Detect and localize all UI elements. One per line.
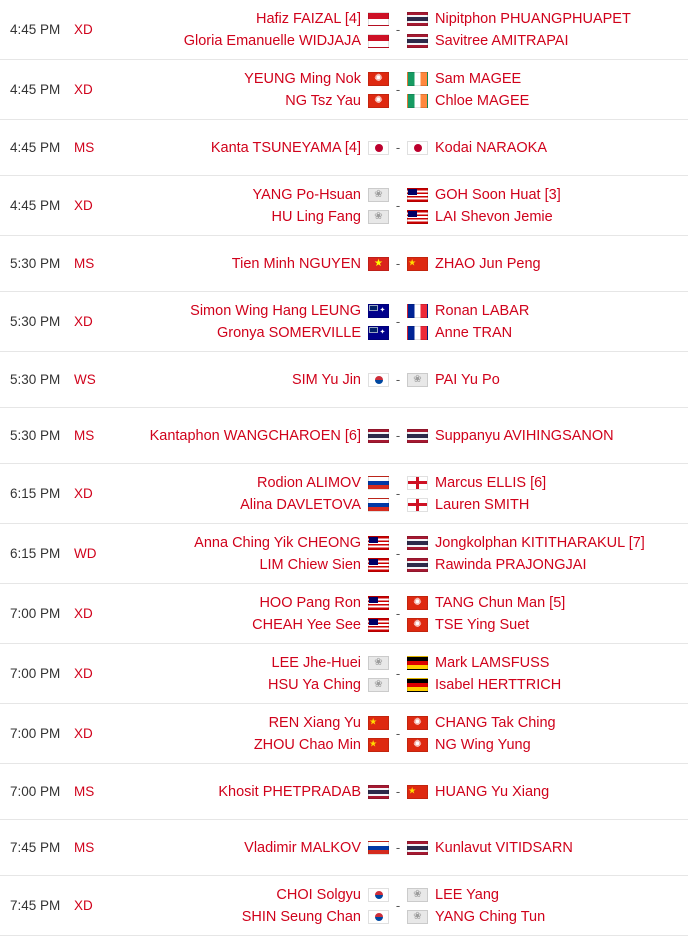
player-entry (276, 886, 389, 904)
flag-icon (407, 498, 428, 512)
flag-icon (368, 738, 389, 752)
player-name[interactable]: NG Tsz Yau (285, 92, 361, 109)
match-time: 5:30 PM (10, 372, 61, 387)
match-row[interactable] (0, 704, 688, 764)
team-left (108, 714, 389, 754)
flag-icon (368, 596, 389, 610)
player-name[interactable]: YANG Ching Tun (435, 908, 546, 925)
match-discipline: MS (74, 428, 95, 443)
player-name[interactable]: Alina DAVLETOVA (240, 496, 361, 513)
player-name[interactable]: HSU Ya Ching (268, 676, 361, 693)
flag-icon (407, 34, 428, 48)
match-row[interactable] (0, 464, 688, 524)
flag-icon (368, 94, 389, 108)
versus-separator: - (395, 372, 401, 387)
player-entry (407, 474, 546, 492)
match-discipline: MS (74, 840, 95, 855)
match-discipline: XD (74, 82, 93, 97)
match-row[interactable] (0, 176, 688, 236)
flag-icon (368, 326, 389, 340)
flag-icon (368, 141, 389, 155)
player-name[interactable]: Hafiz FAIZAL [4] (255, 10, 361, 27)
match-time: 6:15 PM (10, 546, 61, 561)
player-name[interactable]: YANG Po-Hsuan (252, 186, 361, 203)
match-time: 4:45 PM (10, 22, 61, 37)
player-entry (407, 92, 529, 110)
player-name[interactable]: TANG Chun Man [5] (435, 594, 566, 611)
team-left (108, 302, 389, 342)
flag-icon (407, 841, 428, 855)
player-name[interactable]: Khosit PHETPRADAB (218, 783, 361, 800)
flag-icon (368, 373, 389, 387)
flag-icon (368, 72, 389, 86)
match-row[interactable] (0, 408, 688, 464)
match-discipline: MS (74, 256, 95, 271)
flag-icon (407, 888, 428, 902)
flag-icon (368, 12, 389, 26)
versus-separator: - (395, 486, 401, 501)
versus-separator: - (395, 546, 401, 561)
player-entry (254, 736, 389, 754)
player-entry (407, 302, 529, 320)
player-entry (407, 783, 549, 801)
team-right (407, 10, 688, 50)
player-name[interactable]: NG Wing Yung (435, 736, 531, 753)
player-entry (407, 908, 545, 926)
match-row[interactable] (0, 0, 688, 60)
team-right (407, 839, 688, 857)
match-discipline: MS (74, 784, 95, 799)
match-time: 4:45 PM (10, 140, 61, 155)
player-entry (285, 92, 389, 110)
player-entry (407, 208, 553, 226)
player-entry (244, 839, 389, 857)
player-entry (407, 594, 565, 612)
player-name[interactable]: Anna Ching Yik CHEONG (194, 534, 361, 551)
team-right (407, 654, 688, 694)
match-discipline: XD (74, 22, 93, 37)
player-entry (407, 556, 587, 574)
player-entry (407, 534, 645, 552)
team-left (108, 427, 389, 445)
match-row[interactable] (0, 764, 688, 820)
team-right (407, 302, 688, 342)
player-name[interactable]: Rodion ALIMOV (257, 474, 361, 491)
flag-icon (368, 618, 389, 632)
flag-icon (368, 716, 389, 730)
player-entry (272, 654, 389, 672)
match-discipline: XD (74, 198, 93, 213)
player-name[interactable]: HOO Pang Ron (259, 594, 361, 611)
player-name[interactable]: Tien Minh NGUYEN (231, 255, 361, 272)
player-name[interactable]: ZHAO Jun Peng (435, 255, 541, 272)
player-entry (259, 556, 389, 574)
match-time: 7:00 PM (10, 606, 61, 621)
player-entry (407, 139, 547, 157)
flag-icon (368, 656, 389, 670)
flag-icon (368, 785, 389, 799)
player-entry (194, 534, 389, 552)
player-name[interactable]: HU Ling Fang (271, 208, 361, 225)
player-name[interactable]: YEUNG Ming Nok (244, 70, 361, 87)
player-entry (252, 186, 389, 204)
match-row[interactable] (0, 236, 688, 292)
match-row[interactable] (0, 292, 688, 352)
versus-separator: - (395, 784, 401, 799)
match-discipline: XD (74, 726, 93, 741)
player-name[interactable]: REN Xiang Yu (268, 714, 361, 731)
team-left (108, 534, 389, 574)
player-name[interactable]: Nipitphon PHUANGPHUAPET (435, 10, 631, 27)
flag-icon (407, 304, 428, 318)
flag-icon (407, 536, 428, 550)
team-right (407, 427, 688, 445)
flag-icon (407, 678, 428, 692)
player-name[interactable]: LEE Jhe-Huei (271, 654, 361, 671)
team-left (108, 70, 389, 110)
flag-icon (368, 476, 389, 490)
team-right (407, 70, 688, 110)
player-name[interactable]: GOH Soon Huat [3] (435, 186, 561, 203)
match-time: 7:45 PM (10, 840, 61, 855)
team-left (108, 255, 389, 273)
player-entry (257, 474, 389, 492)
flag-icon (368, 257, 389, 271)
match-row[interactable] (0, 820, 688, 876)
versus-separator: - (395, 198, 401, 213)
player-entry (407, 324, 512, 342)
match-row[interactable] (0, 584, 688, 644)
player-entry (190, 302, 389, 320)
player-name[interactable]: ZHOU Chao Min (253, 736, 361, 753)
player-name[interactable]: LIM Chiew Sien (259, 556, 361, 573)
match-time: 4:45 PM (10, 82, 61, 97)
player-name[interactable]: LEE Yang (435, 886, 499, 903)
flag-icon (407, 210, 428, 224)
player-name[interactable]: Chloe MAGEE (435, 92, 530, 109)
player-entry (407, 371, 500, 389)
flag-icon (368, 210, 389, 224)
match-time: 5:30 PM (10, 428, 61, 443)
player-name[interactable]: LAI Shevon Jemie (435, 208, 553, 225)
flag-icon (368, 888, 389, 902)
player-name[interactable]: Gloria Emanuelle WIDJAJA (183, 32, 361, 49)
player-name[interactable]: HUANG Yu Xiang (435, 783, 550, 800)
team-right (407, 594, 688, 634)
match-discipline: WS (74, 372, 96, 387)
player-name[interactable]: Sam MAGEE (435, 70, 522, 87)
player-entry (407, 714, 556, 732)
player-entry (150, 427, 389, 445)
player-entry (407, 496, 529, 514)
player-name[interactable]: Anne TRAN (435, 324, 513, 341)
player-entry (240, 496, 389, 514)
player-entry (407, 654, 549, 672)
flag-icon (407, 326, 428, 340)
player-entry (218, 783, 389, 801)
player-name[interactable]: Kantaphon WANGCHAROEN [6] (149, 427, 361, 444)
player-name[interactable]: Simon Wing Hang LEUNG (190, 302, 361, 319)
player-entry (407, 616, 529, 634)
player-entry (407, 676, 561, 694)
player-name[interactable]: Ronan LABAR (435, 302, 530, 319)
flag-icon (407, 141, 428, 155)
versus-separator: - (395, 82, 401, 97)
flag-icon (368, 536, 389, 550)
player-entry (407, 839, 573, 857)
match-discipline: MS (74, 140, 95, 155)
flag-icon (407, 656, 428, 670)
match-discipline: XD (74, 898, 93, 913)
flag-icon (368, 34, 389, 48)
team-left (108, 886, 389, 926)
player-name[interactable]: TSE Ying Suet (435, 616, 530, 633)
player-name[interactable]: Suppanyu AVIHINGSANON (435, 427, 614, 444)
player-name[interactable]: Gronya SOMERVILLE (217, 324, 361, 341)
flag-icon (407, 738, 428, 752)
team-right (407, 474, 688, 514)
flag-icon (407, 476, 428, 490)
versus-separator: - (395, 256, 401, 271)
match-row[interactable] (0, 524, 688, 584)
match-time: 7:00 PM (10, 666, 61, 681)
match-row[interactable] (0, 644, 688, 704)
player-entry (232, 255, 389, 273)
versus-separator: - (395, 840, 401, 855)
player-name[interactable]: Mark LAMSFUSS (435, 654, 550, 671)
flag-icon (407, 72, 428, 86)
flag-icon (407, 596, 428, 610)
team-right (407, 714, 688, 754)
team-left (108, 474, 389, 514)
player-entry (407, 255, 541, 273)
flag-icon (368, 678, 389, 692)
team-right (407, 783, 688, 801)
match-row[interactable] (0, 120, 688, 176)
player-name[interactable]: Kanta TSUNEYAMA [4] (210, 139, 361, 156)
match-time: 7:00 PM (10, 784, 61, 799)
team-right (407, 886, 688, 926)
flag-icon (407, 558, 428, 572)
match-row[interactable] (0, 876, 688, 936)
team-right (407, 534, 688, 574)
team-left (108, 186, 389, 226)
match-time: 6:15 PM (10, 486, 61, 501)
match-discipline: WD (74, 546, 97, 561)
team-right (407, 186, 688, 226)
flag-icon (407, 429, 428, 443)
player-name[interactable]: Isabel HERTTRICH (435, 676, 562, 693)
match-discipline: XD (74, 666, 93, 681)
player-entry (256, 10, 389, 28)
match-discipline: XD (74, 606, 93, 621)
match-time: 5:30 PM (10, 256, 61, 271)
player-name[interactable]: Lauren SMITH (435, 496, 530, 513)
player-entry (252, 616, 389, 634)
versus-separator: - (395, 140, 401, 155)
player-entry (272, 208, 389, 226)
player-name[interactable]: Savitree AMITRAPAI (435, 32, 569, 49)
flag-icon (407, 618, 428, 632)
team-left (108, 139, 389, 157)
match-row[interactable] (0, 60, 688, 120)
team-right (407, 255, 688, 273)
versus-separator: - (395, 606, 401, 621)
player-entry (292, 371, 389, 389)
match-time: 5:30 PM (10, 314, 61, 329)
flag-icon (368, 188, 389, 202)
player-name[interactable]: SIM Yu Jin (291, 371, 361, 388)
flag-icon (407, 12, 428, 26)
player-entry (259, 594, 389, 612)
player-entry (269, 714, 389, 732)
match-time: 4:45 PM (10, 198, 61, 213)
player-name[interactable]: SHIN Seung Chan (241, 908, 361, 925)
player-entry (211, 139, 389, 157)
flag-icon (368, 498, 389, 512)
match-row[interactable] (0, 352, 688, 408)
player-name[interactable]: CHOI Solgyu (276, 886, 361, 903)
versus-separator: - (395, 22, 401, 37)
versus-separator: - (395, 898, 401, 913)
match-discipline: XD (74, 314, 93, 329)
team-left (108, 594, 389, 634)
player-entry (407, 427, 614, 445)
versus-separator: - (395, 314, 401, 329)
flag-icon (407, 94, 428, 108)
versus-separator: - (395, 666, 401, 681)
team-left (108, 783, 389, 801)
player-entry (407, 886, 499, 904)
flag-icon (368, 304, 389, 318)
player-entry (407, 32, 569, 50)
flag-icon (407, 373, 428, 387)
flag-icon (407, 910, 428, 924)
player-entry (407, 10, 631, 28)
team-left (108, 371, 389, 389)
flag-icon (407, 716, 428, 730)
flag-icon (368, 841, 389, 855)
team-right (407, 371, 688, 389)
player-entry (184, 32, 389, 50)
player-name[interactable]: Vladimir MALKOV (244, 839, 361, 856)
player-name[interactable]: CHANG Tak Ching (435, 714, 556, 731)
flag-icon (368, 429, 389, 443)
player-entry (268, 676, 389, 694)
team-left (108, 10, 389, 50)
match-time: 7:00 PM (10, 726, 61, 741)
flag-icon (407, 188, 428, 202)
player-name[interactable]: Rawinda PRAJONGJAI (435, 556, 587, 573)
flag-icon (407, 785, 428, 799)
flag-icon (368, 558, 389, 572)
player-entry (407, 736, 531, 754)
player-name[interactable]: Kodai NARAOKA (435, 139, 548, 156)
player-entry (407, 70, 521, 88)
player-entry (244, 70, 389, 88)
match-discipline: XD (74, 486, 93, 501)
flag-icon (407, 257, 428, 271)
flag-icon (368, 910, 389, 924)
team-right (407, 139, 688, 157)
team-left (108, 839, 389, 857)
player-name[interactable]: PAI Yu Po (435, 371, 500, 388)
player-name[interactable]: Kunlavut VITIDSARN (435, 839, 573, 856)
player-entry (407, 186, 561, 204)
team-left (108, 654, 389, 694)
player-name[interactable]: Jongkolphan KITITHARAKUL [7] (435, 534, 645, 551)
versus-separator: - (395, 726, 401, 741)
versus-separator: - (395, 428, 401, 443)
player-name[interactable]: CHEAH Yee See (252, 616, 361, 633)
match-time: 7:45 PM (10, 898, 61, 913)
player-entry (242, 908, 389, 926)
player-entry (217, 324, 389, 342)
player-name[interactable]: Marcus ELLIS [6] (435, 474, 547, 491)
